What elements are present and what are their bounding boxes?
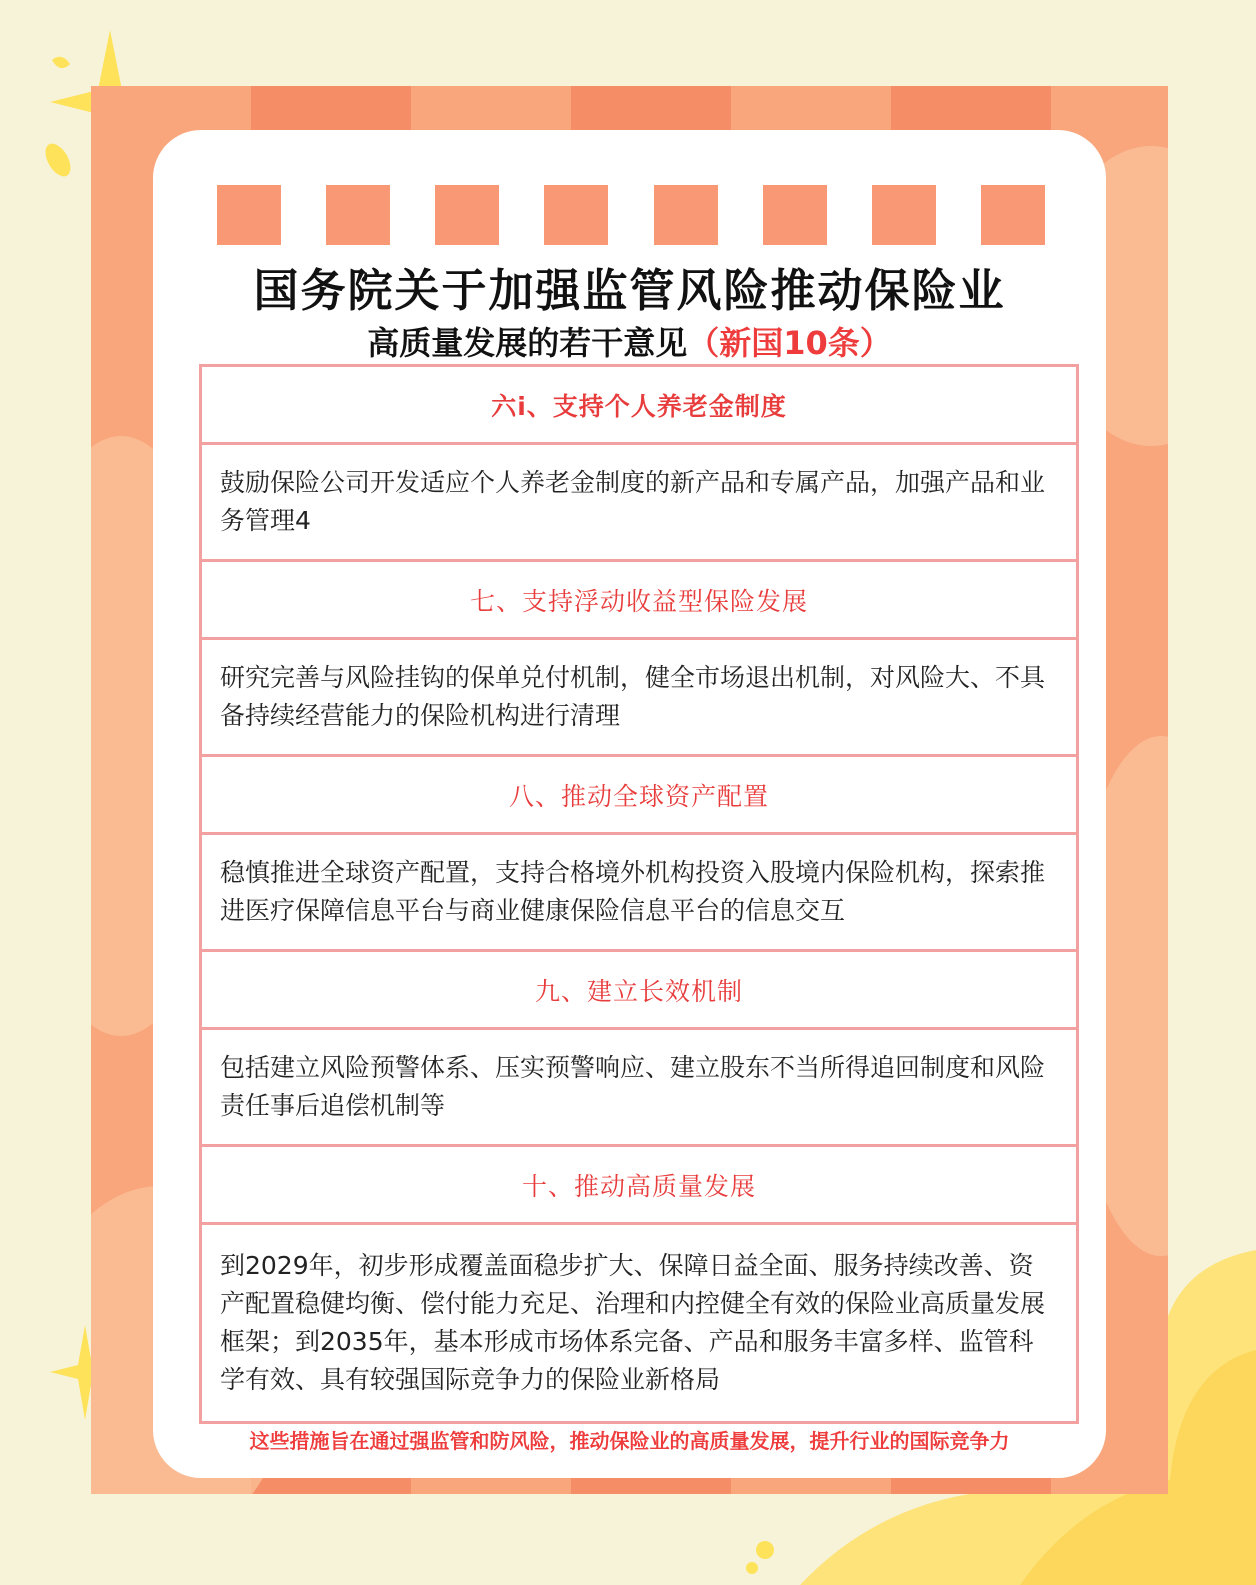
section-body-text: 包括建立风险预警体系、压实预警响应、建立股东不当所得追回制度和风险责任事后追偿机制等: [220, 1053, 1046, 1120]
section-body: [202, 445, 1076, 562]
subtitle-tag: （新国10条）: [687, 324, 892, 362]
section-heading: 六i、支持个人养老金制度: [202, 367, 1076, 445]
section-body-text: 到2029年，初步形成覆盖面稳步扩大、保障日益全面、服务持续改善、资产配置稳健均衡、偿付能力充足、治理和内控健全有效的保险业高质量发展框架；到2035年，基本形成市场体系完备、产品和服务丰富多样、监管科学有效、具有较强国际竞争力的保险业新格局: [220, 1251, 1046, 1394]
section-heading: 八、推动全球资产配置: [202, 757, 1076, 835]
square: [544, 185, 608, 245]
section-body-text: 稳慎推进全球资产配置，支持合格境外机构投资入股境内保险机构，探索推进医疗保障信息平台与商业健康保险信息平台的信息交互: [220, 858, 1046, 925]
section-body: [202, 640, 1076, 757]
section-body-text: 鼓励保险公司开发适应个人养老金制度的新产品和专属产品，加强产品和业务管理4: [220, 468, 1046, 535]
section-body: [202, 1030, 1076, 1147]
square: [217, 185, 281, 245]
square: [763, 185, 827, 245]
square: [872, 185, 936, 245]
page-title: 国务院关于加强监管风险推动保险业: [253, 264, 1006, 317]
footer-summary: 这些措施旨在通过强监管和防风险，推动保险业的高质量发展，提升行业的国际竞争力: [249, 1429, 1010, 1453]
square: [981, 185, 1045, 245]
square: [326, 185, 390, 245]
subtitle-text: 高质量发展的若干意见: [367, 324, 688, 362]
page-subtitle: [153, 318, 1106, 364]
section-heading: 七、支持浮动收益型保险发展: [202, 562, 1076, 640]
square: [654, 185, 718, 245]
decorative-squares: [217, 185, 1045, 245]
square: [435, 185, 499, 245]
section-body: [202, 1225, 1076, 1421]
section-heading: 九、建立长效机制: [202, 952, 1076, 1030]
section-body: [202, 835, 1076, 952]
section-heading: 十、推动高质量发展: [202, 1147, 1076, 1225]
measures-table: [199, 364, 1079, 1424]
section-body-text: 研究完善与风险挂钩的保单兑付机制，健全市场退出机制，对风险大、不具备持续经营能力的保险机构进行清理: [220, 663, 1046, 730]
